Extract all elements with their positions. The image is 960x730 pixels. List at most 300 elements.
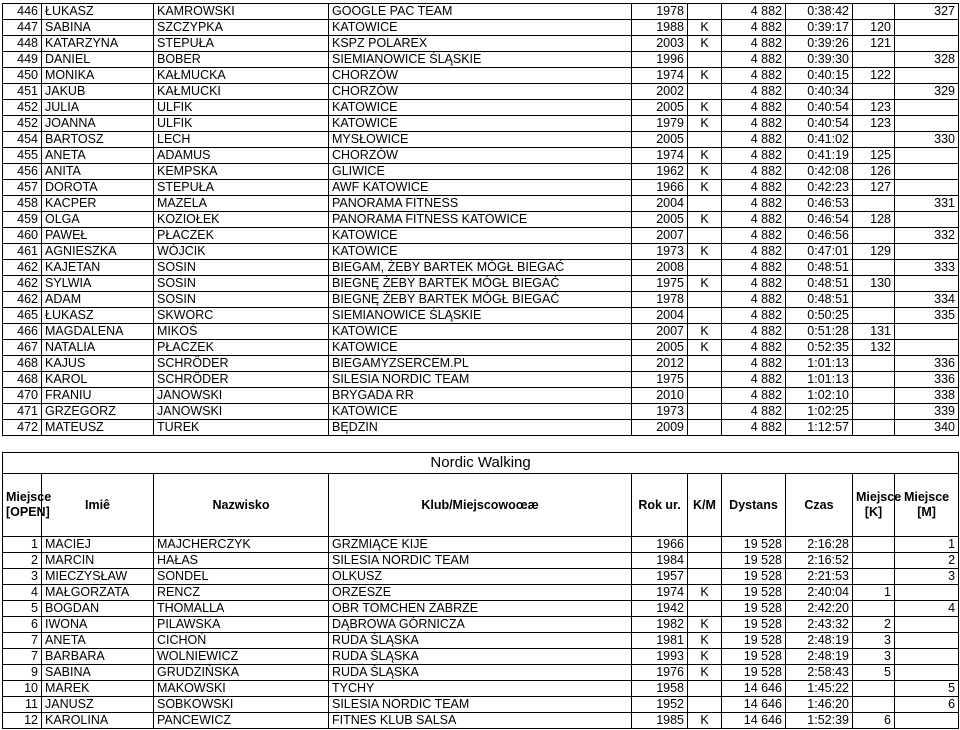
cell-place-m [895,212,959,228]
cell-last-name: ADAMUS [154,148,329,164]
cell-last-name: RENCZ [154,585,329,601]
cell-last-name: KAMROWSKI [154,4,329,20]
cell-place: 4 [3,585,42,601]
cell-birth-year: 2002 [632,84,688,100]
results-table-body [3,4,959,436]
cell-distance: 14 646 [722,697,786,713]
cell-club: AWF KATOWICE [329,180,632,196]
cell-place: 462 [3,292,42,308]
cell-club: CHORZÓW [329,148,632,164]
cell-time: 0:51:28 [786,324,853,340]
cell-place-m [895,164,959,180]
header-distance: Dystans [722,474,786,537]
cell-gender [688,196,722,212]
table-row [3,665,959,681]
cell-distance: 4 882 [722,324,786,340]
cell-place-k: 130 [853,276,895,292]
header-club: Klub/Miejscowoœæ [329,474,632,537]
cell-distance: 4 882 [722,68,786,84]
cell-place: 7 [3,633,42,649]
cell-time: 0:40:34 [786,84,853,100]
cell-last-name: SKWORC [154,308,329,324]
cell-last-name: SOSIN [154,260,329,276]
cell-gender: K [688,340,722,356]
cell-first-name: MIECZYSŁAW [42,569,154,585]
cell-place-m: 333 [895,260,959,276]
cell-first-name: DOROTA [42,180,154,196]
cell-place-m: 329 [895,84,959,100]
cell-gender: K [688,649,722,665]
cell-place-k: 6 [853,713,895,729]
cell-birth-year: 2005 [632,212,688,228]
cell-place-m [895,585,959,601]
header-place-open: Miejsce [OPEN] [3,474,42,537]
cell-place-m [895,633,959,649]
cell-birth-year: 1976 [632,665,688,681]
cell-birth-year: 1974 [632,585,688,601]
cell-place: 9 [3,665,42,681]
cell-last-name: JANOWSKI [154,404,329,420]
cell-club: KATOWICE [329,324,632,340]
cell-birth-year: 1973 [632,404,688,420]
cell-place: 462 [3,276,42,292]
cell-birth-year: 2004 [632,308,688,324]
cell-time: 2:16:28 [786,537,853,553]
cell-gender: K [688,68,722,84]
cell-distance: 4 882 [722,132,786,148]
cell-last-name: KEMPSKA [154,164,329,180]
cell-gender: K [688,617,722,633]
cell-distance: 19 528 [722,649,786,665]
cell-place: 465 [3,308,42,324]
cell-place-k: 122 [853,68,895,84]
cell-place: 472 [3,420,42,436]
table-row [3,52,959,68]
header-place-m: Miejsce [M] [895,474,959,537]
cell-place: 455 [3,148,42,164]
cell-place-k [853,132,895,148]
cell-first-name: ŁUKASZ [42,4,154,20]
cell-place-k [853,388,895,404]
cell-place-m: 2 [895,553,959,569]
cell-first-name: MACIEJ [42,537,154,553]
cell-birth-year: 2008 [632,260,688,276]
cell-first-name: ANITA [42,164,154,180]
cell-birth-year: 2005 [632,340,688,356]
table-row [3,116,959,132]
table-row [3,244,959,260]
cell-place-k [853,260,895,276]
cell-place-m [895,244,959,260]
cell-place-k: 5 [853,665,895,681]
cell-birth-year: 2012 [632,356,688,372]
cell-place: 10 [3,681,42,697]
cell-birth-year: 1993 [632,649,688,665]
cell-time: 1:46:20 [786,697,853,713]
table-row [3,228,959,244]
cell-distance: 4 882 [722,388,786,404]
cell-time: 0:42:08 [786,164,853,180]
cell-last-name: JANOWSKI [154,388,329,404]
cell-gender: K [688,20,722,36]
cell-distance: 4 882 [722,340,786,356]
cell-club: SILESIA NORDIC TEAM [329,697,632,713]
cell-birth-year: 1978 [632,4,688,20]
cell-time: 0:38:42 [786,4,853,20]
cell-place-m: 336 [895,356,959,372]
cell-gender [688,132,722,148]
cell-first-name: MAREK [42,681,154,697]
cell-distance: 19 528 [722,585,786,601]
cell-gender [688,52,722,68]
cell-first-name: FRANIU [42,388,154,404]
cell-birth-year: 1988 [632,20,688,36]
cell-club: SILESIA NORDIC TEAM [329,553,632,569]
cell-first-name: BARBARA [42,649,154,665]
cell-birth-year: 1966 [632,537,688,553]
cell-place-m [895,713,959,729]
cell-place-k: 129 [853,244,895,260]
cell-last-name: ULFIK [154,100,329,116]
table-row [3,36,959,52]
cell-distance: 4 882 [722,308,786,324]
cell-gender [688,356,722,372]
cell-first-name: DANIEL [42,52,154,68]
cell-club: BĘDZIN [329,420,632,436]
table-row [3,132,959,148]
table-row [3,569,959,585]
cell-last-name: PŁACZEK [154,340,329,356]
cell-last-name: WOLNIEWICZ [154,649,329,665]
cell-first-name: MAGDALENA [42,324,154,340]
cell-place: 466 [3,324,42,340]
cell-distance: 4 882 [722,276,786,292]
cell-last-name: STEPUŁA [154,180,329,196]
cell-place-k [853,404,895,420]
table-row [3,148,959,164]
cell-club: FITNES KLUB SALSA [329,713,632,729]
table-row [3,340,959,356]
cell-last-name: SZCZYPKA [154,20,329,36]
cell-place: 450 [3,68,42,84]
cell-place-m [895,20,959,36]
cell-distance: 19 528 [722,553,786,569]
cell-last-name: KOZIOŁEK [154,212,329,228]
cell-birth-year: 1974 [632,148,688,164]
cell-last-name: WÓJCIK [154,244,329,260]
cell-first-name: MAŁGORZATA [42,585,154,601]
cell-birth-year: 2009 [632,420,688,436]
cell-place-m [895,100,959,116]
cell-last-name: SOSIN [154,292,329,308]
results-table-open [2,3,959,436]
cell-club: KATOWICE [329,116,632,132]
cell-club: BRYGADA RR [329,388,632,404]
cell-birth-year: 2007 [632,324,688,340]
cell-place-m [895,617,959,633]
cell-time: 1:01:13 [786,356,853,372]
cell-gender: K [688,713,722,729]
cell-first-name: KAJUS [42,356,154,372]
cell-birth-year: 1979 [632,116,688,132]
cell-first-name: JANUSZ [42,697,154,713]
cell-club: SIEMIANOWICE ŚLĄSKIE [329,52,632,68]
cell-last-name: PILAWSKA [154,617,329,633]
cell-time: 0:40:54 [786,116,853,132]
table-row [3,553,959,569]
cell-last-name: BOBER [154,52,329,68]
cell-gender [688,84,722,100]
cell-place-m: 335 [895,308,959,324]
cell-place-k [853,308,895,324]
cell-time: 0:39:26 [786,36,853,52]
cell-first-name: SYLWIA [42,276,154,292]
cell-time: 0:48:51 [786,292,853,308]
cell-gender [688,553,722,569]
cell-place-m: 3 [895,569,959,585]
header-gender: K/M [688,474,722,537]
cell-place: 5 [3,601,42,617]
cell-place-k [853,569,895,585]
cell-birth-year: 1996 [632,52,688,68]
cell-gender [688,569,722,585]
cell-club: SIEMIANOWICE ŚLĄSKIE [329,308,632,324]
table-row [3,697,959,713]
cell-time: 0:46:56 [786,228,853,244]
header-place-k: Miejsce [K] [853,474,895,537]
table-row [3,601,959,617]
header-first-name: Imiê [42,474,154,537]
table-row [3,420,959,436]
cell-place: 457 [3,180,42,196]
cell-club: PANORAMA FITNESS [329,196,632,212]
cell-club: BIEGAM, ŻEBY BARTEK MÓGŁ BIEGAĆ [329,260,632,276]
table-row [3,537,959,553]
cell-place-k [853,356,895,372]
cell-gender: K [688,36,722,52]
cell-time: 0:41:19 [786,148,853,164]
cell-place-k: 2 [853,617,895,633]
cell-place-m: 331 [895,196,959,212]
cell-time: 1:02:10 [786,388,853,404]
cell-place: 470 [3,388,42,404]
cell-place-m [895,36,959,52]
cell-distance: 19 528 [722,569,786,585]
cell-distance: 4 882 [722,244,786,260]
cell-distance: 4 882 [722,228,786,244]
cell-distance: 4 882 [722,372,786,388]
cell-last-name: KAŁMUCKA [154,68,329,84]
cell-time: 2:58:43 [786,665,853,681]
cell-time: 0:47:01 [786,244,853,260]
cell-place-k: 126 [853,164,895,180]
cell-distance: 19 528 [722,601,786,617]
cell-gender [688,404,722,420]
cell-birth-year: 1973 [632,244,688,260]
cell-place-m: 330 [895,132,959,148]
cell-gender: K [688,585,722,601]
cell-time: 0:40:54 [786,100,853,116]
cell-distance: 19 528 [722,633,786,649]
cell-distance: 4 882 [722,100,786,116]
table-row [3,617,959,633]
cell-place: 458 [3,196,42,212]
cell-time: 2:48:19 [786,649,853,665]
cell-birth-year: 1982 [632,617,688,633]
cell-gender: K [688,100,722,116]
cell-place-k: 131 [853,324,895,340]
cell-first-name: JULIA [42,100,154,116]
cell-gender [688,537,722,553]
cell-distance: 4 882 [722,180,786,196]
cell-place-m [895,116,959,132]
cell-last-name: MAZELA [154,196,329,212]
cell-gender: K [688,633,722,649]
cell-place: 3 [3,569,42,585]
cell-place-k: 132 [853,340,895,356]
cell-first-name: ŁUKASZ [42,308,154,324]
cell-time: 0:48:51 [786,276,853,292]
cell-first-name: KAJETAN [42,260,154,276]
cell-place-k: 128 [853,212,895,228]
cell-last-name: SCHRÖDER [154,356,329,372]
cell-first-name: ANETA [42,148,154,164]
cell-birth-year: 1962 [632,164,688,180]
cell-last-name: MAJCHERCZYK [154,537,329,553]
cell-place: 452 [3,100,42,116]
cell-club: KATOWICE [329,404,632,420]
cell-club: SILESIA NORDIC TEAM [329,372,632,388]
cell-gender [688,601,722,617]
cell-club: GRZMIĄCE KIJE [329,537,632,553]
cell-club: RUDA ŚLĄSKA [329,633,632,649]
cell-time: 1:01:13 [786,372,853,388]
cell-time: 0:39:17 [786,20,853,36]
cell-birth-year: 2007 [632,228,688,244]
nordic-title-row [3,453,959,474]
cell-place: 468 [3,356,42,372]
cell-place: 446 [3,4,42,20]
table-row [3,100,959,116]
cell-place-k: 123 [853,116,895,132]
cell-time: 1:52:39 [786,713,853,729]
cell-club: KATOWICE [329,340,632,356]
table-row [3,649,959,665]
table-row [3,713,959,729]
cell-distance: 4 882 [722,196,786,212]
cell-place: 7 [3,649,42,665]
cell-place-m: 332 [895,228,959,244]
table-row [3,68,959,84]
table-row [3,196,959,212]
cell-gender [688,292,722,308]
cell-place-k: 3 [853,633,895,649]
cell-gender [688,388,722,404]
cell-place: 460 [3,228,42,244]
cell-club: BIEGAMYZSERCEM.PL [329,356,632,372]
cell-distance: 4 882 [722,148,786,164]
cell-distance: 19 528 [722,617,786,633]
cell-place: 1 [3,537,42,553]
cell-place: 6 [3,617,42,633]
cell-birth-year: 1978 [632,292,688,308]
cell-club: MYSŁOWICE [329,132,632,148]
cell-birth-year: 1966 [632,180,688,196]
cell-place: 454 [3,132,42,148]
cell-place-m: 328 [895,52,959,68]
cell-distance: 19 528 [722,537,786,553]
cell-place-m [895,324,959,340]
cell-last-name: THOMALLA [154,601,329,617]
cell-first-name: JAKUB [42,84,154,100]
cell-club: RUDA ŚLĄSKA [329,649,632,665]
cell-birth-year: 1958 [632,681,688,697]
cell-distance: 4 882 [722,420,786,436]
table-row [3,388,959,404]
table-row [3,84,959,100]
cell-place-m [895,340,959,356]
cell-last-name: SOBKOWSKI [154,697,329,713]
cell-first-name: KAROLINA [42,713,154,729]
table-row [3,308,959,324]
cell-place: 456 [3,164,42,180]
cell-first-name: ANETA [42,633,154,649]
cell-first-name: SABINA [42,20,154,36]
header-time: Czas [786,474,853,537]
cell-first-name: AGNIESZKA [42,244,154,260]
cell-gender: K [688,212,722,228]
cell-club: CHORZÓW [329,68,632,84]
cell-time: 0:41:02 [786,132,853,148]
cell-club: TYCHY [329,681,632,697]
cell-time: 2:40:04 [786,585,853,601]
nordic-walking-table [2,452,959,729]
cell-place-m: 5 [895,681,959,697]
table-row [3,585,959,601]
cell-place-k [853,4,895,20]
cell-time: 0:42:23 [786,180,853,196]
cell-last-name: SCHRÖDER [154,372,329,388]
cell-time: 0:52:35 [786,340,853,356]
cell-place-m [895,148,959,164]
cell-first-name: MATEUSZ [42,420,154,436]
cell-time: 1:45:22 [786,681,853,697]
cell-gender [688,308,722,324]
cell-first-name: ADAM [42,292,154,308]
cell-place-m [895,276,959,292]
cell-time: 0:46:53 [786,196,853,212]
cell-place: 461 [3,244,42,260]
cell-place: 471 [3,404,42,420]
cell-place-m [895,180,959,196]
cell-club: RUDA ŚLĄSKA [329,665,632,681]
table-row [3,164,959,180]
cell-gender [688,260,722,276]
cell-place-k [853,292,895,308]
cell-place: 449 [3,52,42,68]
cell-gender: K [688,164,722,180]
cell-last-name: KAŁMUCKI [154,84,329,100]
cell-place-k: 123 [853,100,895,116]
cell-gender [688,681,722,697]
cell-first-name: NATALIA [42,340,154,356]
cell-club: OBR TOMCHEN ZABRZE [329,601,632,617]
cell-last-name: CICHOŃ [154,633,329,649]
table-row [3,633,959,649]
cell-place: 468 [3,372,42,388]
cell-birth-year: 2005 [632,100,688,116]
cell-birth-year: 2003 [632,36,688,52]
